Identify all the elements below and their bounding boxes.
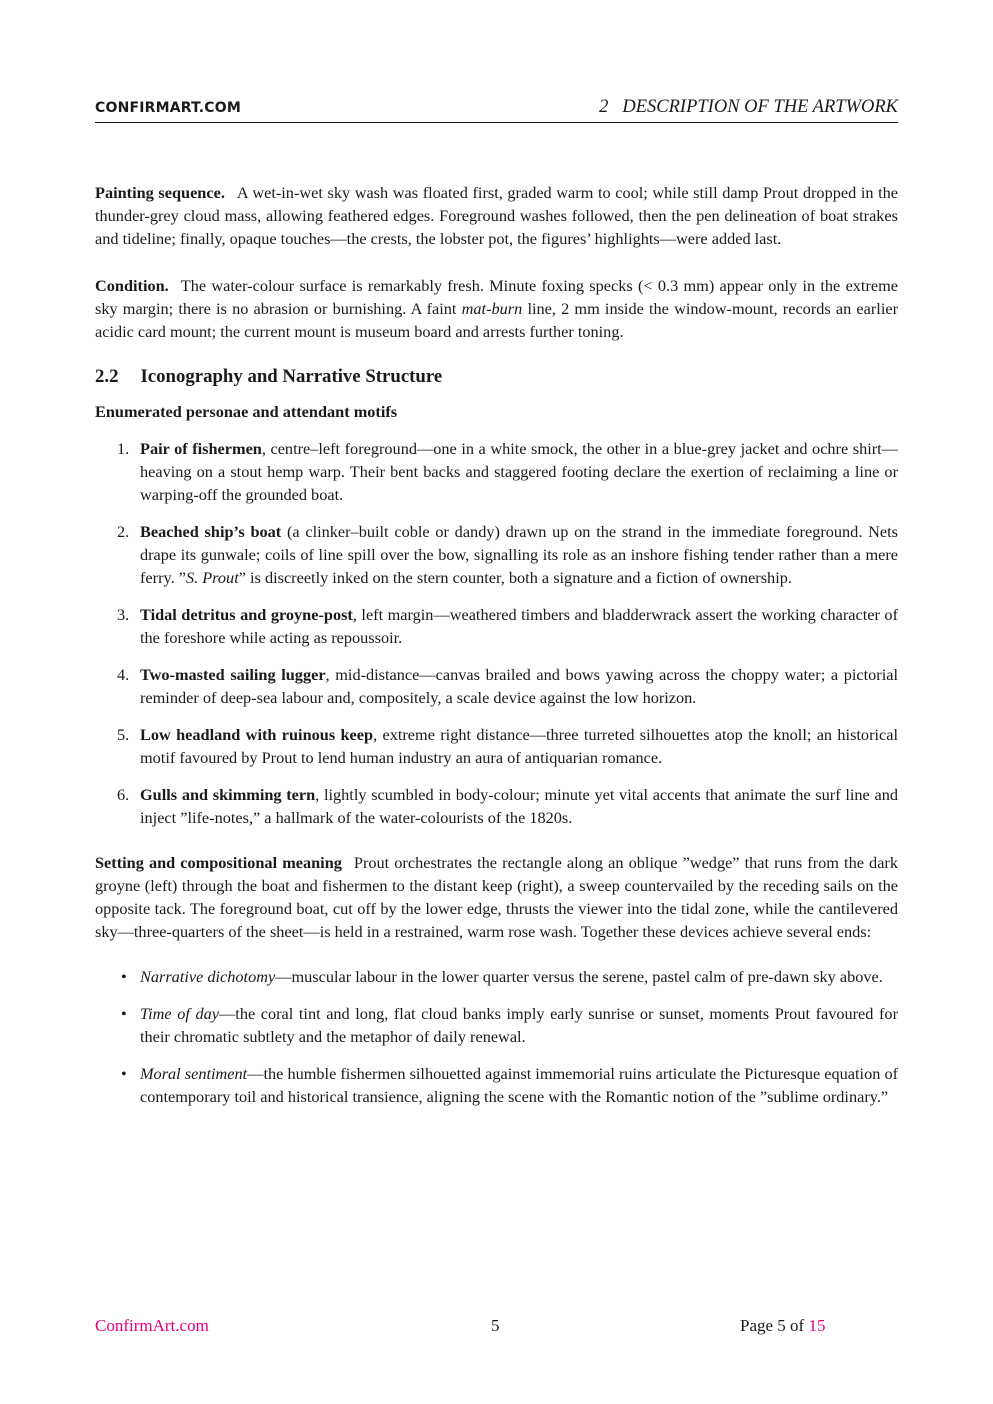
list-item	[95, 663, 898, 709]
item-term: Pair of fishermen	[140, 439, 262, 458]
list-item	[95, 783, 898, 829]
section-number: 2	[599, 97, 609, 117]
emphasis-text: mat-burn	[461, 299, 523, 318]
painting-sequence-paragraph	[95, 181, 898, 250]
subsubsection-heading: Enumerated personae and attendant motifs	[95, 402, 398, 421]
item-text: ” is discreetly inked on the stern counter, both a signature and a fiction of ownership.	[238, 568, 792, 587]
list-marker: 4.	[117, 665, 130, 684]
section-heading	[599, 97, 898, 118]
condition-paragraph	[95, 274, 898, 343]
bullet-marker: •	[121, 1064, 127, 1083]
page-total-link[interactable]: 15	[808, 1316, 826, 1335]
site-logo: CONFIRMART.COM	[95, 100, 242, 116]
item-term: Tidal detritus and groyne-post	[140, 605, 353, 624]
item-text: —muscular labour in the lower quarter versus the serene, pastel calm of pre-dawn sky above.	[275, 967, 883, 986]
list-marker: 2.	[117, 522, 130, 541]
page-count-prefix: Page 5 of	[740, 1316, 805, 1335]
signature-text: S. Prout	[185, 568, 239, 587]
item-term: Beached ship’s boat	[140, 522, 282, 541]
run-in-heading: Condition.	[95, 276, 169, 295]
setting-paragraph	[95, 851, 898, 943]
item-term: Two-masted sailing lugger	[140, 665, 326, 684]
main-content	[95, 181, 898, 1122]
page-footer	[95, 1316, 898, 1340]
item-text: —the coral tint and long, flat cloud banks imply early sunrise or sunset, moments Prout favoured for their chromatic subtlety and the metaphor of daily renewal.	[140, 1004, 898, 1046]
list-item	[95, 520, 898, 589]
list-marker: 1.	[117, 439, 130, 458]
list-item	[95, 965, 898, 988]
run-in-heading: Setting and compositional meaning	[95, 853, 342, 872]
list-item	[95, 1062, 898, 1108]
list-item	[95, 723, 898, 769]
paragraph-text: A wet-in-wet sky wash was floated first, graded warm to cool; while still damp Prout dropped in the thunder-grey cloud mass, allowing feathered edges. Foreground washes followed, then the pen delineation of boat strakes and tideline; finally, opaque touches—the crests, the lobster pot, the figures’ highlights—were added last.	[95, 183, 898, 248]
list-marker: 3.	[117, 605, 130, 624]
item-term: Gulls and skimming tern	[140, 785, 316, 804]
subsection-number: 2.2	[95, 366, 119, 387]
list-marker: 6.	[117, 785, 130, 804]
item-term: Time of day	[140, 1004, 220, 1023]
subsection-title: Iconography and Narrative Structure	[140, 366, 443, 387]
run-in-heading: Painting sequence.	[95, 183, 225, 202]
paragraph-text: Prout orchestrates the rectangle along an oblique ”wedge” that runs from the dark groyne (left) through the boat and fishermen to the distant keep (right), a sweep countervailed by the receding sails on the opposite tack. The foreground boat, cut off by the lower edge, thrusts the viewer into the tidal zone, while the cantilevered sky—three-quarters of the sheet—is held in a restrained, warm rose wash. Together these devices achieve several ends:	[95, 853, 898, 941]
item-text: , lightly scumbled in body-colour; minute yet vital accents that animate the surf line and inject ”life-notes,” a hallmark of the water-colourists of the 1820s.	[140, 785, 898, 827]
subsection-heading	[95, 365, 898, 388]
item-text: , centre–left foreground—one in a white smock, the other in a blue-grey jacket and ochre shirt—heaving on a stout hemp warp. Their bent backs and staggered footing declare the exertion of reclaiming a line or warping-off the grounded boat.	[140, 439, 898, 504]
item-term: Moral sentiment	[140, 1064, 248, 1083]
paragraph-text: The water-colour surface is remarkably fresh. Minute foxing specks (< 0.3 mm) appear only in the extreme sky margin; there is no abrasion or burnishing. A faint	[95, 276, 898, 318]
bullet-marker: •	[121, 1004, 127, 1023]
item-term: Narrative dichotomy	[140, 967, 276, 986]
item-text: (a clinker–built coble or dandy) drawn up on the strand in the immediate foreground. Nets drape its gunwale; coils of line spill over the bow, signalling its role as an inshore fishing tender rather than a mere ferry. ”	[140, 522, 898, 587]
paragraph-text: line, 2 mm inside the window-mount, records an earlier acidic card mount; the current mount is museum board and arrests further toning.	[95, 299, 899, 341]
item-text: , extreme right distance—three turreted silhouettes atop the knoll; an historical motif favoured by Prout to lend human industry an aura of antiquarian romance.	[140, 725, 898, 767]
item-text: , left margin—weathered timbers and bladderwrack assert the working character of the foreshore while acting as repoussoir.	[140, 605, 898, 647]
personae-list	[95, 437, 898, 829]
list-item	[95, 437, 898, 506]
running-header	[95, 96, 898, 123]
ends-bullet-list	[95, 965, 898, 1108]
page-count	[740, 1316, 825, 1336]
list-item	[95, 603, 898, 649]
section-title: DESCRIPTION OF THE ARTWORK	[622, 97, 898, 117]
item-term: Low headland with ruinous keep	[140, 725, 374, 744]
page-number: 5	[491, 1316, 500, 1335]
footer-site-link[interactable]: ConfirmArt.com	[95, 1316, 209, 1335]
list-marker: 5.	[117, 725, 130, 744]
item-text: —the humble fishermen silhouetted against immemorial ruins articulate the Picturesque equation of contemporary toil and historical transience, aligning the scene with the Romantic notion of the ”sublime ordinary.”	[140, 1064, 899, 1106]
bullet-marker: •	[121, 967, 127, 986]
item-text: , mid-distance—canvas brailed and bows yawing across the choppy water; a pictorial reminder of deep-sea labour and, compositely, a scale device against the low horizon.	[140, 665, 898, 707]
list-item	[95, 1002, 898, 1048]
